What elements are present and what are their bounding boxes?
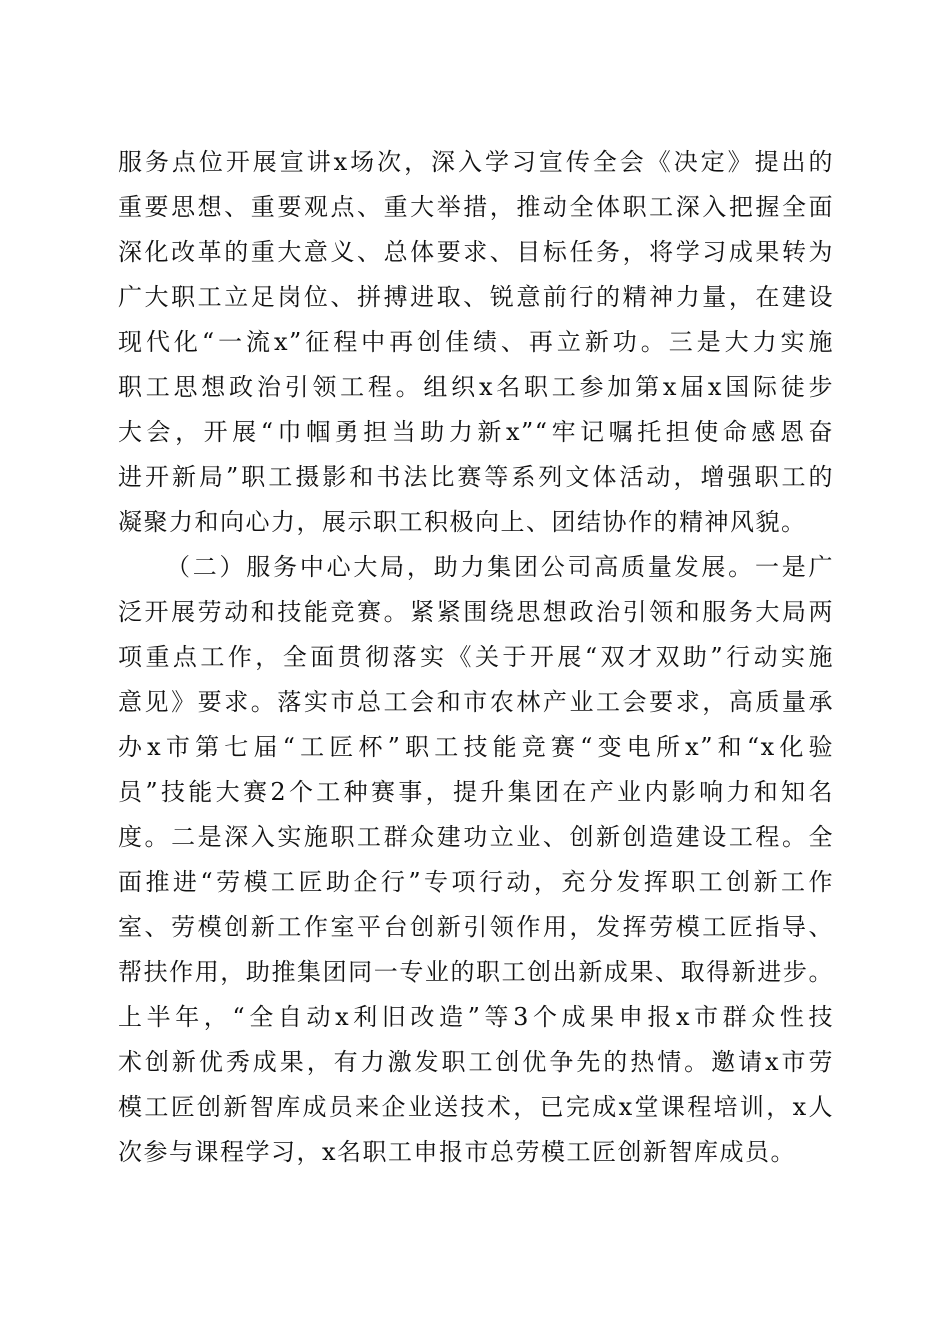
text-line: 泛开展劳动和技能竞赛。紧紧围绕思想政治引领和服务大局两 <box>118 598 834 626</box>
text-line: 室、劳模创新工作室平台创新引领作用，发挥劳模工匠指导、 <box>118 913 834 941</box>
text-line: 意见》要求。落实市总工会和市农林产业工会要求，高质量承 <box>118 688 834 716</box>
text-line: 办x市第七届“工匠杯”职工技能竞赛“变电所x”和“x化验 <box>118 733 834 761</box>
text-line: 服务点位开展宣讲x场次，深入学习宣传全会《决定》提出的 <box>118 148 834 176</box>
text-line: 模工匠创新智库成员来企业送技术，已完成x堂课程培训，x人 <box>118 1093 834 1121</box>
document-body <box>118 140 834 1175</box>
text-line: 员”技能大赛2个工种赛事，提升集团在产业内影响力和知名 <box>118 778 834 806</box>
text-line: 次参与课程学习，x名职工申报市总劳模工匠创新智库成员。 <box>118 1138 797 1166</box>
text-line: 深化改革的重大意义、总体要求、目标任务，将学习成果转为 <box>118 238 834 266</box>
text-line: 术创新优秀成果，有力激发职工创优争先的热情。邀请x市劳 <box>118 1048 834 1076</box>
text-line: 面推进“劳模工匠助企行”专项行动，充分发挥职工创新工作 <box>118 868 834 896</box>
text-line: 上半年，“全自动x利旧改造”等3个成果申报x市群众性技 <box>118 1003 834 1031</box>
section-heading-line: （二）服务中心大局，助力集团公司高质量发展。一是广 <box>166 553 834 581</box>
text-line: 凝聚力和向心力，展示职工积极向上、团结协作的精神风貌。 <box>118 508 807 536</box>
text-line: 广大职工立足岗位、拼搏进取、锐意前行的精神力量，在建设 <box>118 283 834 311</box>
text-line: 度。二是深入实施职工群众建功立业、创新创造建设工程。全 <box>118 823 834 851</box>
text-line: 职工思想政治引领工程。组织x名职工参加第x届x国际徒步 <box>118 373 834 401</box>
text-line: 帮扶作用，助推集团同一专业的职工创出新成果、取得新进步。 <box>118 958 834 986</box>
text-line: 现代化“一流x”征程中再创佳绩、再立新功。三是大力实施 <box>118 328 834 356</box>
text-line: 重要思想、重要观点、重大举措，推动全体职工深入把握全面 <box>118 193 834 221</box>
text-line: 项重点工作，全面贯彻落实《关于开展“双才双助”行动实施 <box>118 643 834 671</box>
text-line: 大会，开展“巾帼勇担当助力新x”“牢记嘱托担使命感恩奋 <box>118 418 834 446</box>
text-line: 进开新局”职工摄影和书法比赛等系列文体活动，增强职工的 <box>118 463 834 491</box>
